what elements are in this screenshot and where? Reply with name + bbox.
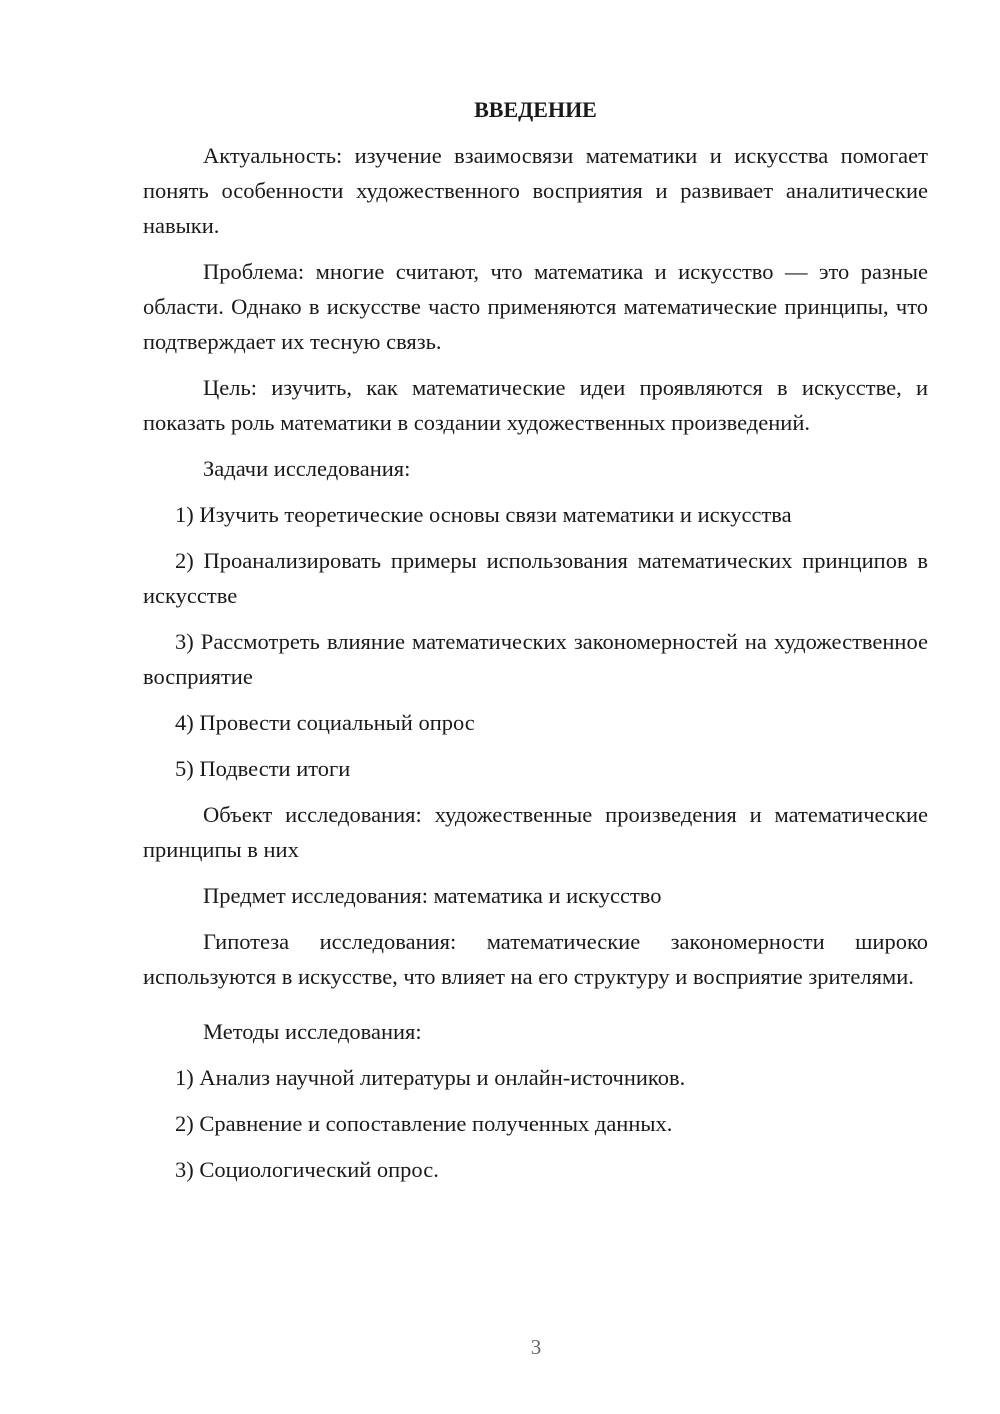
hypothesis-paragraph: Гипотеза исследования: математические закономерности широко используются в искусстве, что влияет на его структуру и восприятие зрителями. [143,929,928,989]
task-item-4: 4) Провести социальный опрос [175,710,475,735]
method-item-3: 3) Социологический опрос. [175,1157,439,1182]
goal-paragraph: Цель: изучить, как математические идеи проявляются в искусстве, и показать роль математики в создании художественных произведений. [143,375,928,435]
page-title: ВВЕДЕНИЕ [474,97,597,122]
task-item-2: 2) Проанализировать примеры использования математических принципов в искусстве [143,548,928,608]
relevance-paragraph: Актуальность: изучение взаимосвязи математики и искусства помогает понять особенности художественного восприятия и развивает аналитические навыки. [143,143,928,238]
task-item-3: 3) Рассмотреть влияние математических закономерностей на художественное восприятие [143,629,928,689]
tasks-heading: Задачи исследования: [203,456,411,481]
page-number: 3 [530,1335,542,1359]
object-paragraph: Объект исследования: художественные произведения и математические принципы в них [143,802,928,862]
task-item-5: 5) Подвести итоги [175,756,351,781]
task-item-1: 1) Изучить теоретические основы связи математики и искусства [175,502,792,527]
method-item-1: 1) Анализ научной литературы и онлайн-источников. [175,1065,686,1090]
subject-paragraph: Предмет исследования: математика и искусство [203,883,662,908]
methods-heading: Методы исследования: [203,1019,422,1044]
problem-paragraph: Проблема: многие считают, что математика и искусство — это разные области. Однако в искусстве часто применяются математические принципы, что подтверждает их тесную связь. [143,259,928,354]
method-item-2: 2) Сравнение и сопоставление полученных данных. [175,1111,673,1136]
document-page [143,92,928,1198]
